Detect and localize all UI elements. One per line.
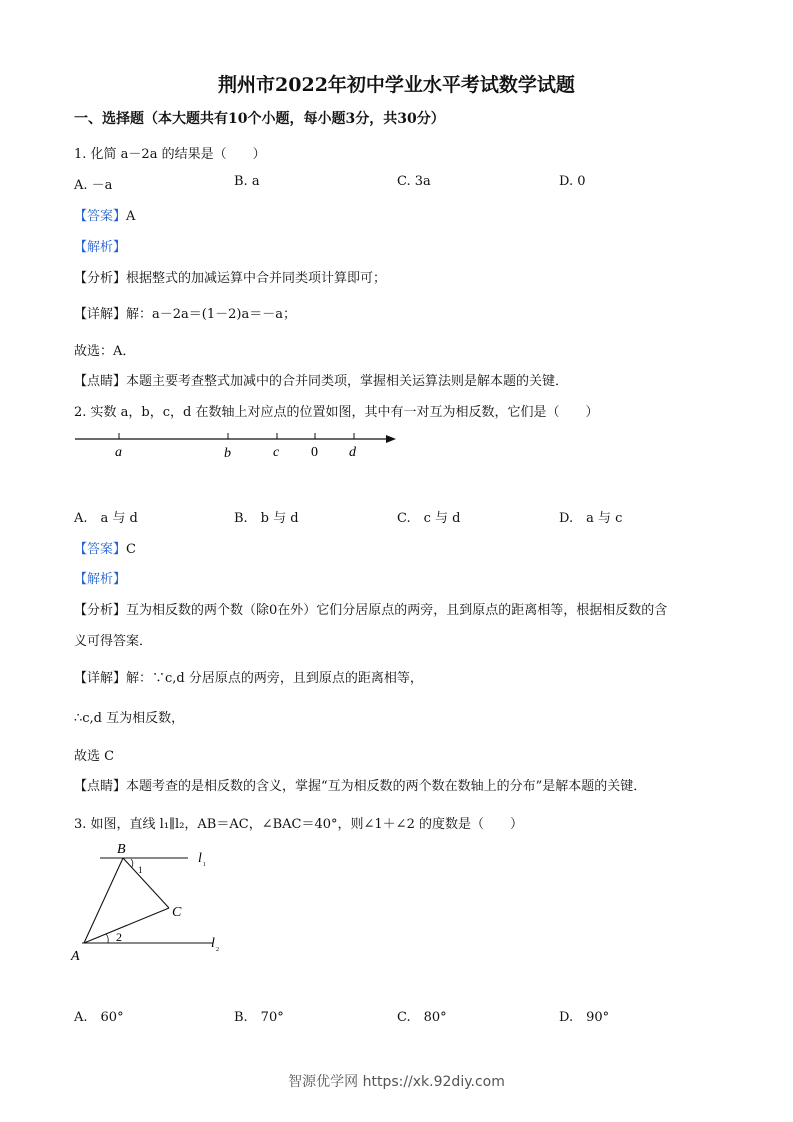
q3-stem: 3. 如图，直线 l₁∥l₂，AB＝AC，∠BAC＝40°，则∠1＋∠2 的度数是（ ） (74, 817, 523, 832)
q1-fenxi (74, 267, 386, 286)
q2-therefore: ∴c,d 互为相反数， (74, 711, 185, 726)
q1-guxuan: 故选：A． (74, 344, 136, 359)
angle-2-label: 2 (116, 930, 122, 944)
segment-bc (123, 858, 169, 908)
triangle-figure (68, 838, 238, 968)
answer-value: C (126, 542, 136, 557)
section-heading: 一、选择题（本大题共有10个小题，每小题3分，共30分） (74, 111, 445, 127)
q1-analysis-tag: 【解析】 (74, 240, 127, 255)
footer-watermark: 智源优学网 https://xk.92diy.com (288, 1074, 505, 1090)
q1-xiangjie (74, 303, 296, 322)
q2-fenxi-2: 义可得答案． (74, 634, 153, 649)
fenxi-tag: 【分析】 (74, 603, 127, 618)
q1-stem: 1. 化简 a－2a 的结果是（ ） (74, 147, 266, 162)
line-l1-subscript: 1 (203, 862, 206, 868)
xiangjie-tag: 【详解】 (74, 671, 127, 686)
q2-guxuan: 故选 C (74, 749, 115, 764)
answer-value: A (126, 209, 136, 224)
q2-option-d: D. a 与 c (559, 511, 623, 526)
q2-xiangjie (74, 667, 423, 686)
line-l2-label: l (211, 936, 215, 951)
label-b: b (224, 446, 231, 461)
q2-fenxi-1 (74, 599, 667, 618)
line-l1-label: l (198, 851, 202, 866)
q2-option-b: B. b 与 d (234, 511, 299, 526)
page-title: 荆州市2022年初中学业水平考试数学试题 (218, 74, 575, 96)
q2-analysis-tag: 【解析】 (74, 572, 127, 587)
xiangjie-text: 解：a－2a＝(1－2)a＝－a； (126, 307, 296, 322)
q3-option-d: D. 90° (559, 1010, 610, 1025)
q3-option-a: A. 60° (74, 1010, 124, 1025)
vertex-b-label: B (117, 842, 126, 857)
q1-dianjing (74, 370, 568, 389)
fenxi-text: 根据整式的加减运算中合并同类项计算即可； (126, 271, 387, 286)
fenxi-text: 互为相反数的两个数（除0在外）它们分居原点的两旁，且到原点的距离相等，根据相反数的含 (126, 603, 668, 618)
q3-option-b: B. 70° (234, 1010, 284, 1025)
q2-answer (74, 538, 136, 557)
q2-stem: 2. 实数 a，b，c，d 在数轴上对应点的位置如图，其中有一对互为相反数，它们是（ ） (74, 405, 599, 420)
label-a: a (115, 445, 122, 460)
q2-option-c: C. c 与 d (397, 511, 461, 526)
fenxi-tag: 【分析】 (74, 271, 127, 286)
answer-tag: 【答案】 (74, 209, 127, 224)
xiangjie-tag: 【详解】 (74, 307, 127, 322)
q2-option-a: A. a 与 d (74, 511, 138, 526)
angle-2-arc (106, 934, 108, 943)
number-line-figure (70, 428, 410, 466)
angle-1-label: 1 (138, 865, 143, 875)
q1-option-a: A. －a (74, 178, 113, 193)
segment-ac (84, 908, 169, 943)
number-line-arrow (386, 435, 396, 443)
dianjing-tag: 【点睛】 (74, 374, 127, 389)
vertex-c-label: C (172, 905, 182, 920)
answer-tag: 【答案】 (74, 542, 127, 557)
label-d: d (349, 445, 356, 460)
dianjing-text: 本题主要考查整式加减中的合并同类项，掌握相关运算法则是解本题的关键． (126, 374, 569, 389)
q1-option-d: D. 0 (559, 174, 586, 189)
vertex-a-label: A (71, 949, 80, 964)
q1-answer (74, 205, 135, 224)
angle-1-arc (131, 859, 133, 867)
dianjing-tag: 【点睛】 (74, 779, 127, 794)
q3-option-c: C. 80° (397, 1010, 447, 1025)
line-l2-subscript: 2 (216, 947, 219, 953)
label-c: c (273, 445, 280, 460)
q2-dianjing (74, 775, 646, 794)
xiangjie-text: 解：∵c,d 分居原点的两旁，且到原点的距离相等， (126, 671, 423, 686)
q1-option-c: C. 3a (397, 174, 431, 189)
dianjing-text: 本题考查的是相反数的含义，掌握“互为相反数的两个数在数轴上的分布”是解本题的关键． (126, 779, 647, 794)
label-0: 0 (311, 445, 318, 460)
q1-option-b: B. a (234, 174, 260, 189)
